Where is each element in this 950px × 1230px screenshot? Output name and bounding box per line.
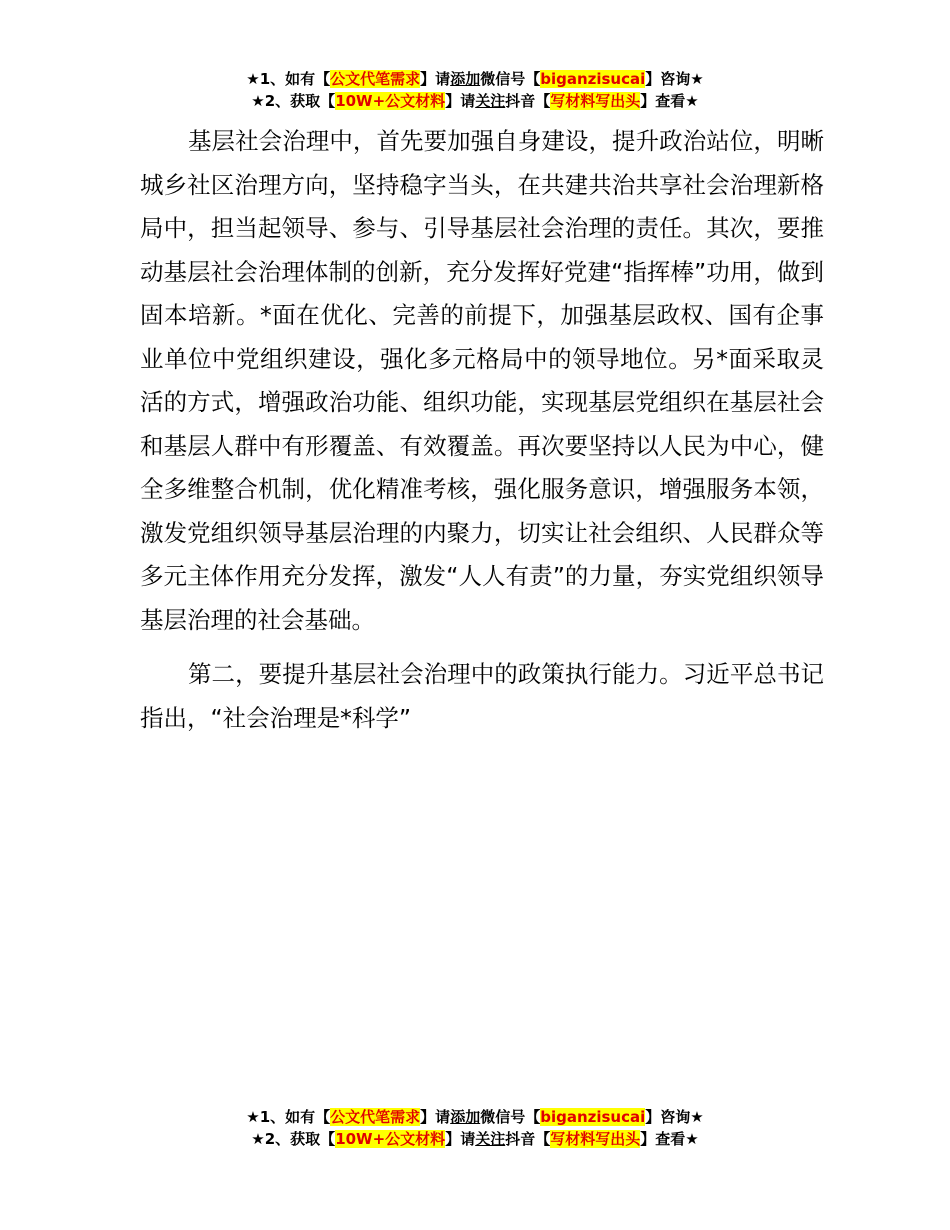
banner-text: 】请 [420, 70, 451, 88]
banner-text: 】请 [445, 92, 476, 110]
highlight-wechat-id: biganzisucai [540, 70, 646, 88]
banner-text: 抖音【 [505, 92, 551, 110]
highlight-materials: 10W+公文材料 [335, 1130, 446, 1148]
banner-text: 微信号【 [480, 1108, 541, 1126]
banner-text: 】咨询★ [645, 1108, 704, 1126]
banner-line-1 [0, 68, 950, 90]
banner-text: ★1、如有【 [246, 1108, 331, 1126]
banner-text: 】查看★ [640, 92, 699, 110]
underlined-add: 添加 [450, 70, 481, 88]
document-body [140, 120, 824, 740]
underlined-follow: 关注 [475, 92, 506, 110]
paragraph: 基层社会治理中，首先要加强自身建设，提升政治站位，明晰城乡社区治理方向，坚持稳字当头，在共建共治共享社会治理新格局中，担当起领导、参与、引导基层社会治理的责任。其次，要推动基层社会治理体制的创新，充分发挥好党建“指挥棒”功用，做到固本培新。*面在优化、完善的前提下，加强基层政权、国有企事业单位中党组织建设，强化多元格局中的领导地位。另*面采取灵活的方式，增强政治功能、组织功能，实现基层党组织在基层社会和基层人群中有形覆盖、有效覆盖。再次要坚持以人民为中心，健全多维整合机制，优化精准考核，强化服务意识，增强服务本领，激发党组织领导基层治理的内聚力，切实让社会组织、人民群众等多元主体作用充分发挥，激发“人人有责”的力量，夯实党组织领导基层治理的社会基础。 [140, 127, 824, 634]
highlight-douyin: 写材料写出头 [550, 92, 641, 110]
highlight-douyin: 写材料写出头 [550, 1130, 641, 1148]
banner-text: 微信号【 [480, 70, 541, 88]
highlight-ghostwriting: 公文代笔需求 [330, 70, 421, 88]
highlight-ghostwriting: 公文代笔需求 [330, 1108, 421, 1126]
banner-text: ★2、获取【 [251, 92, 336, 110]
banner-text: 】请 [445, 1130, 476, 1148]
banner-text: 】请 [420, 1108, 451, 1126]
footer-banner [0, 1106, 950, 1150]
highlight-wechat-id: biganzisucai [540, 1108, 646, 1126]
highlight-materials: 10W+公文材料 [335, 92, 446, 110]
banner-text: 】咨询★ [645, 70, 704, 88]
banner-line-1 [0, 1106, 950, 1128]
banner-text: 】查看★ [640, 1130, 699, 1148]
banner-text: 抖音【 [505, 1130, 551, 1148]
paragraph: 第二，要提升基层社会治理中的政策执行能力。习近平总书记指出，“社会治理是*科学” [140, 660, 824, 732]
underlined-follow: 关注 [475, 1130, 506, 1148]
banner-line-2 [0, 90, 950, 112]
underlined-add: 添加 [450, 1108, 481, 1126]
banner-text: ★2、获取【 [251, 1130, 336, 1148]
banner-line-2 [0, 1128, 950, 1150]
banner-text: ★1、如有【 [246, 70, 331, 88]
header-banner [0, 68, 950, 112]
